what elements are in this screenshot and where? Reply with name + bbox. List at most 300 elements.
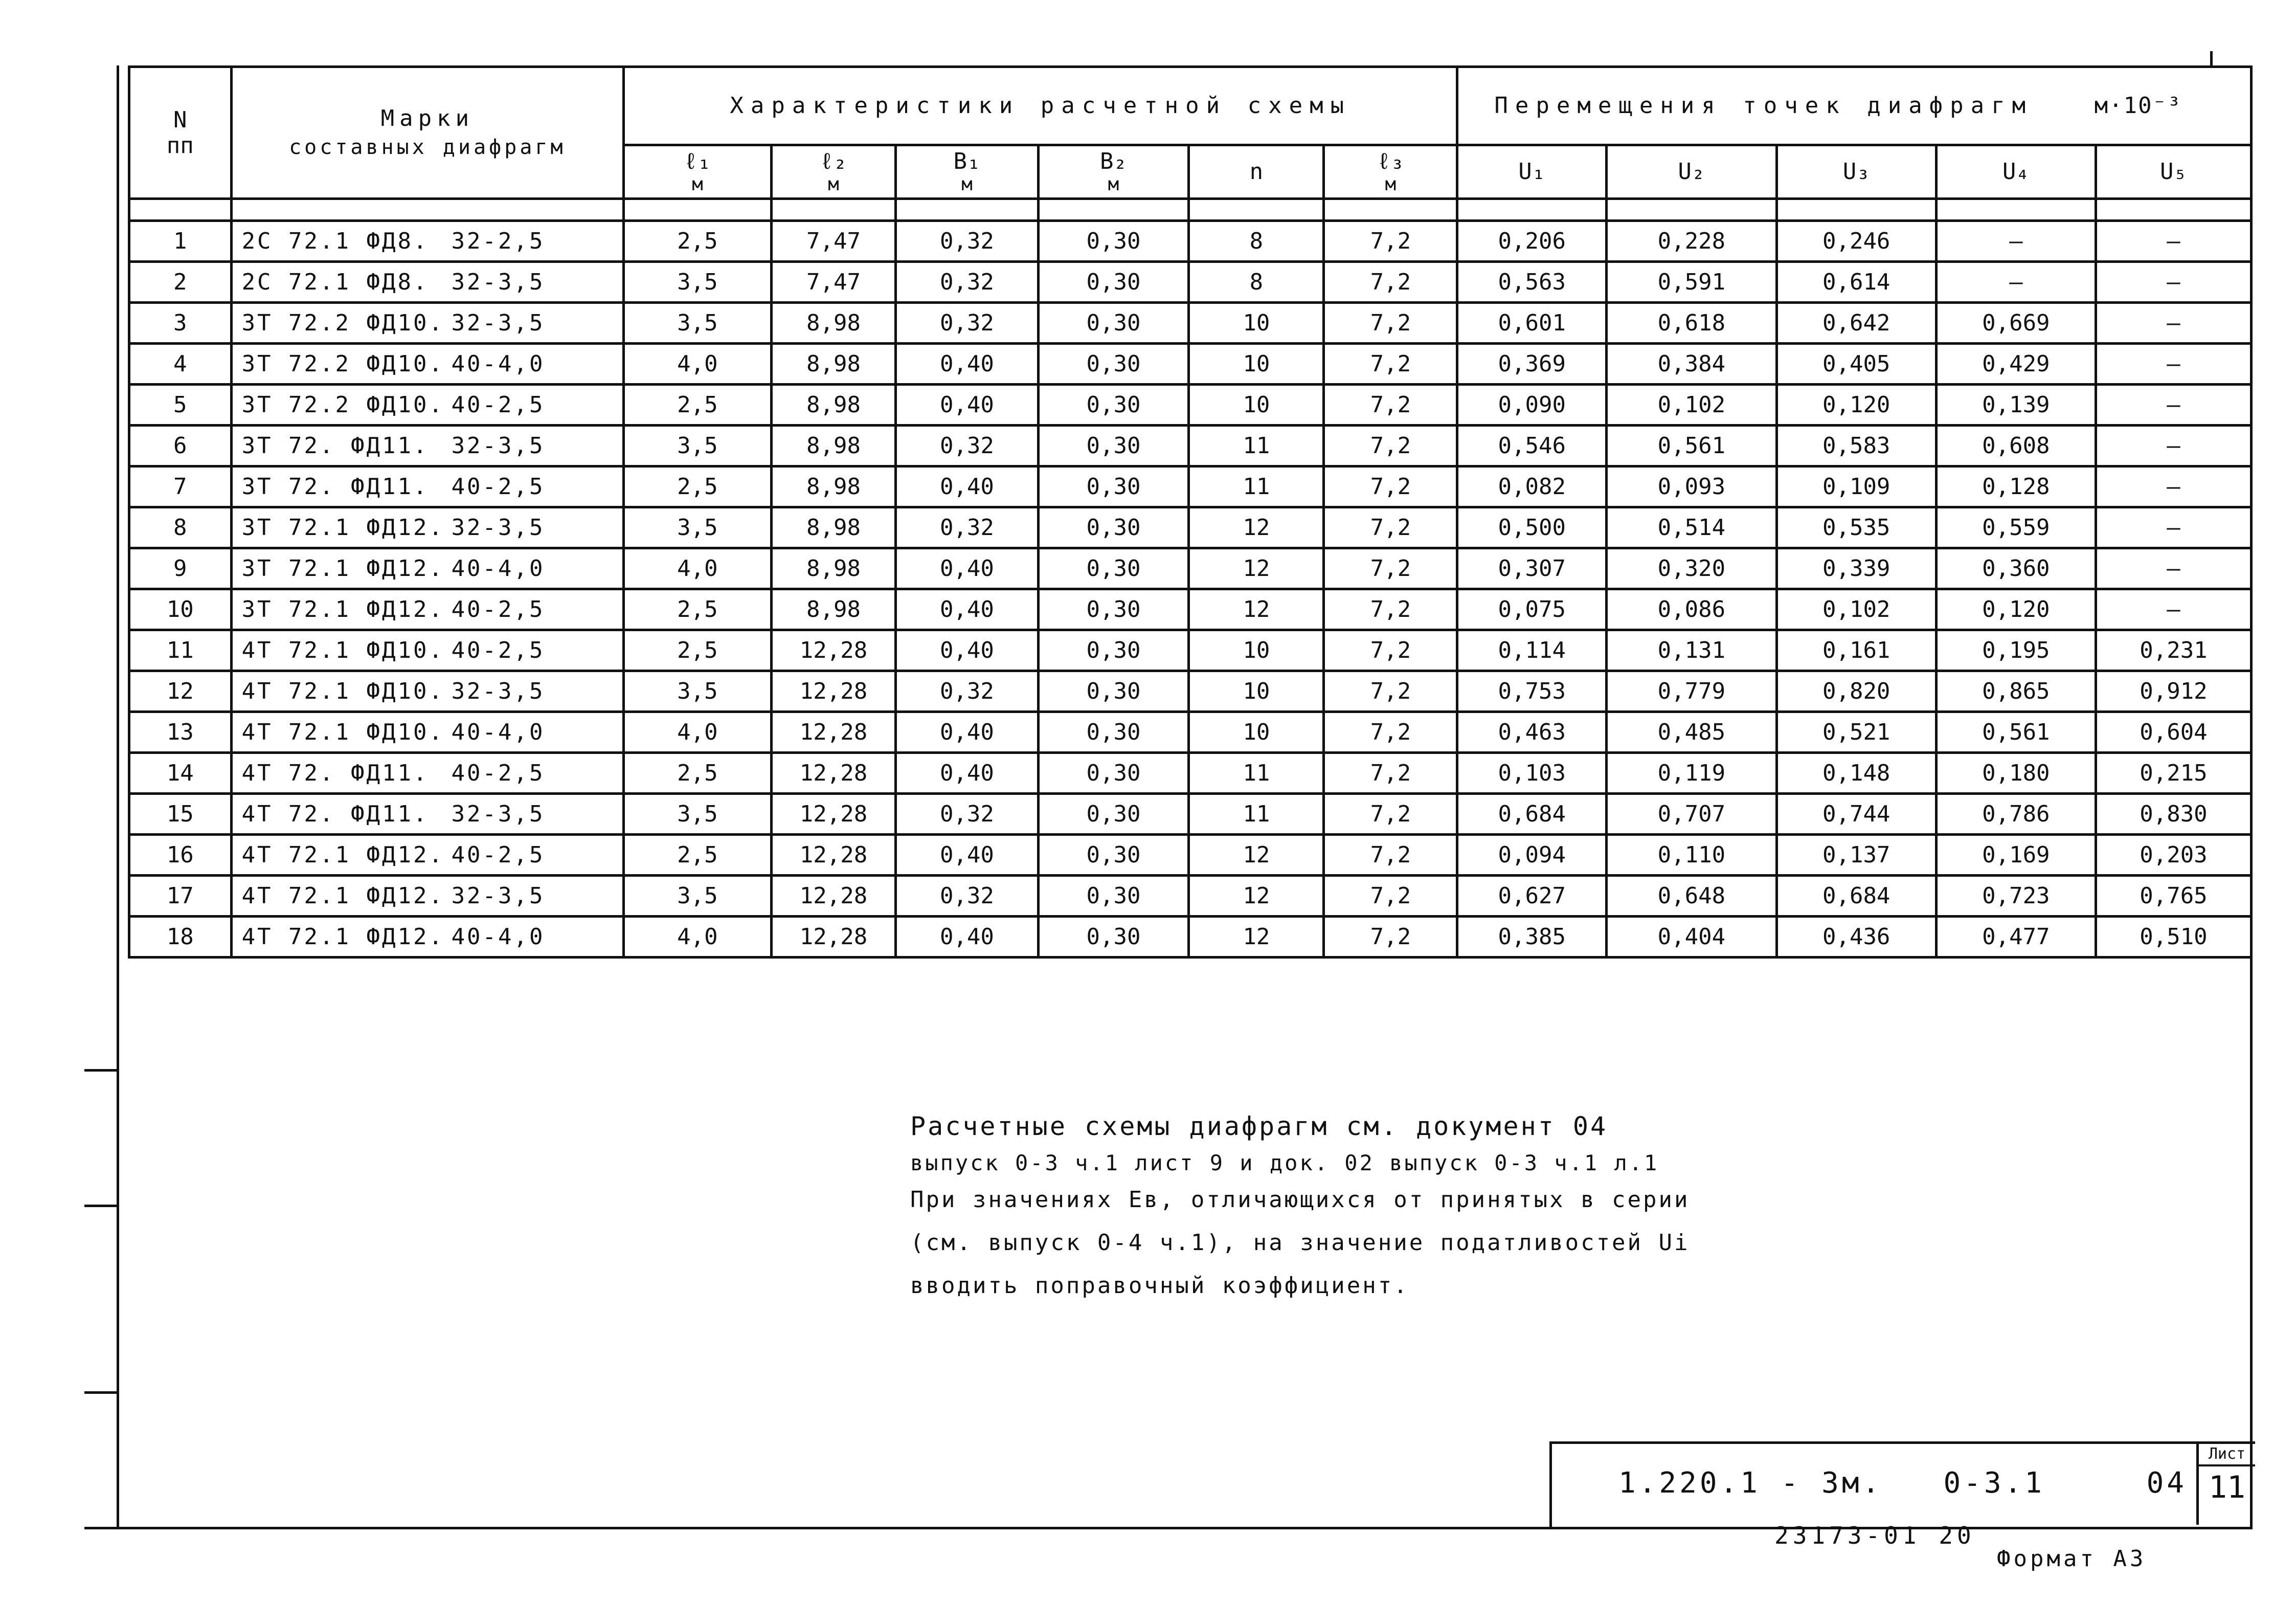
header-u2: U₂ [1607, 145, 1777, 199]
mark-code: 3Т 72. ФД11. [241, 433, 429, 459]
note-line-3: При значениях Ев, отличающихся от принятых в серии [910, 1187, 1690, 1213]
cell-l2: 12,28 [771, 630, 896, 671]
cell-l1: 3,5 [624, 671, 772, 712]
cell-b2: 0,30 [1038, 344, 1189, 385]
cell-n-val: 12 [1189, 589, 1324, 630]
cell-u4: 0,360 [1936, 548, 2096, 589]
cell-u2: 0,320 [1607, 548, 1777, 589]
table-row [129, 507, 2252, 548]
cell-u1: 0,094 [1457, 835, 1607, 876]
cell-u2: 0,086 [1607, 589, 1777, 630]
mark-suffix: 40-2,5 [451, 392, 545, 418]
mark-suffix: 40-2,5 [451, 474, 545, 500]
cell-l3: 7,2 [1324, 917, 1457, 958]
cell-mark [231, 794, 624, 835]
mark-suffix: 40-2,5 [451, 596, 545, 622]
cell-n-val: 12 [1189, 917, 1324, 958]
cell-b1: 0,40 [896, 589, 1038, 630]
note-line-5: вводить поправочный коэффициент. [910, 1273, 1409, 1299]
cell-b2: 0,30 [1038, 917, 1189, 958]
cell-l2: 12,28 [771, 835, 896, 876]
table-row [129, 589, 2252, 630]
cell-mark [231, 589, 624, 630]
cell-b2: 0,30 [1038, 466, 1189, 507]
table-row [129, 426, 2252, 466]
cell-b1: 0,32 [896, 262, 1038, 303]
cell-l2: 7,47 [771, 262, 896, 303]
cell-n: 10 [129, 589, 232, 630]
header-n: n [1189, 145, 1324, 199]
cell-u1: 0,075 [1457, 589, 1607, 630]
table-row [129, 344, 2252, 385]
cell-l2: 8,98 [771, 507, 896, 548]
cell-b1: 0,32 [896, 426, 1038, 466]
cell-u4: 0,723 [1936, 876, 2096, 917]
cell-b1: 0,40 [896, 917, 1038, 958]
cell-l3: 7,2 [1324, 589, 1457, 630]
header-number: N пп [129, 67, 232, 199]
mark-suffix: 40-2,5 [451, 842, 545, 868]
cell-n-val: 10 [1189, 385, 1324, 426]
cell-l3: 7,2 [1324, 835, 1457, 876]
header-b2 [1038, 145, 1189, 199]
cell-b2: 0,30 [1038, 835, 1189, 876]
cell-u5: — [2096, 589, 2251, 630]
cell-l1: 4,0 [624, 917, 772, 958]
mark-code: 3Т 72.2 ФД10. [241, 310, 444, 336]
cell-mark [231, 262, 624, 303]
header-l3 [1324, 145, 1457, 199]
header-b1-unit: м [961, 174, 973, 195]
cell-u3: 0,102 [1776, 589, 1936, 630]
cell-b2: 0,30 [1038, 630, 1189, 671]
cell-u2: 0,119 [1607, 753, 1777, 794]
cell-u5: 0,830 [2096, 794, 2251, 835]
document-code: 1.220.1 - 3м. 0-3.1 04 [1618, 1466, 2188, 1500]
cell-l3: 7,2 [1324, 466, 1457, 507]
cell-u4: 0,429 [1936, 344, 2096, 385]
header-b2-symbol: B₂ [1100, 148, 1127, 174]
cell-u5: 0,912 [2096, 671, 2251, 712]
header-u5: U₅ [2096, 145, 2251, 199]
table-row [129, 753, 2252, 794]
cell-u1: 0,753 [1457, 671, 1607, 712]
mark-code: 4Т 72.1 ФД12. [241, 883, 444, 909]
table-body [129, 221, 2252, 958]
cell-mark [231, 876, 624, 917]
cell-u2: 0,228 [1607, 221, 1777, 262]
mark-code: 4Т 72.1 ФД10. [241, 637, 444, 663]
mark-code: 3Т 72. ФД11. [241, 474, 429, 500]
cell-n-val: 12 [1189, 507, 1324, 548]
table-row [129, 671, 2252, 712]
header-b1-symbol: B₁ [953, 148, 981, 174]
cell-l2: 8,98 [771, 589, 896, 630]
cell-mark [231, 917, 624, 958]
cell-b2: 0,30 [1038, 753, 1189, 794]
cell-l3: 7,2 [1324, 385, 1457, 426]
header-l3-symbol: ℓ₃ [1377, 148, 1404, 174]
cell-n: 7 [129, 466, 232, 507]
cell-n: 5 [129, 385, 232, 426]
cell-mark [231, 671, 624, 712]
cell-b2: 0,30 [1038, 589, 1189, 630]
cell-b1: 0,32 [896, 671, 1038, 712]
mark-suffix: 32-3,5 [451, 678, 545, 704]
mark-code: 4Т 72.1 ФД10. [241, 719, 444, 745]
header-displacements [1457, 67, 2252, 145]
mark-suffix: 40-4,0 [451, 351, 545, 377]
cell-u3: 0,148 [1776, 753, 1936, 794]
cell-b1: 0,40 [896, 630, 1038, 671]
header-b1 [896, 145, 1038, 199]
cell-l1: 2,5 [624, 466, 772, 507]
cell-l2: 8,98 [771, 344, 896, 385]
cell-b2: 0,30 [1038, 794, 1189, 835]
cell-n: 9 [129, 548, 232, 589]
cell-n-val: 10 [1189, 630, 1324, 671]
mark-suffix: 40-4,0 [451, 924, 545, 950]
cell-b2: 0,30 [1038, 548, 1189, 589]
cell-l2: 12,28 [771, 671, 896, 712]
cell-mark [231, 221, 624, 262]
sheet-number-box [2196, 1444, 2255, 1525]
cell-l3: 7,2 [1324, 262, 1457, 303]
cell-u4: 0,561 [1936, 712, 2096, 753]
cell-u5: — [2096, 507, 2251, 548]
cell-u2: 0,131 [1607, 630, 1777, 671]
cell-n-val: 10 [1189, 712, 1324, 753]
cell-n: 8 [129, 507, 232, 548]
cell-n-val: 10 [1189, 344, 1324, 385]
cell-n-val: 11 [1189, 753, 1324, 794]
header-characteristics: Характеристики расчетной схемы [624, 67, 1457, 145]
mark-code: 2С 72.1 ФД8. [241, 228, 429, 254]
cell-u5: 0,203 [2096, 835, 2251, 876]
cell-u1: 0,307 [1457, 548, 1607, 589]
cell-u3: 0,642 [1776, 303, 1936, 344]
cell-l1: 3,5 [624, 303, 772, 344]
cell-l1: 2,5 [624, 835, 772, 876]
cell-n: 16 [129, 835, 232, 876]
cell-n-val: 10 [1189, 303, 1324, 344]
cell-u1: 0,601 [1457, 303, 1607, 344]
cell-mark [231, 548, 624, 589]
mark-code: 3Т 72.1 ФД12. [241, 515, 444, 541]
cell-l3: 7,2 [1324, 221, 1457, 262]
cell-u1: 0,385 [1457, 917, 1607, 958]
mark-code: 4Т 72.1 ФД12. [241, 924, 444, 950]
cell-n-val: 11 [1189, 794, 1324, 835]
cell-u4: 0,608 [1936, 426, 2096, 466]
cell-u2: 0,707 [1607, 794, 1777, 835]
cell-n: 15 [129, 794, 232, 835]
cell-b1: 0,40 [896, 466, 1038, 507]
cell-l3: 7,2 [1324, 344, 1457, 385]
mark-suffix: 32-3,5 [451, 801, 545, 827]
cell-u4: 0,128 [1936, 466, 2096, 507]
cell-u4: 0,195 [1936, 630, 2096, 671]
cell-b1: 0,32 [896, 876, 1038, 917]
cell-l3: 7,2 [1324, 303, 1457, 344]
cell-n-val: 10 [1189, 671, 1324, 712]
cell-l1: 2,5 [624, 589, 772, 630]
cell-n-val: 12 [1189, 876, 1324, 917]
cell-u2: 0,102 [1607, 385, 1777, 426]
cell-n: 11 [129, 630, 232, 671]
cell-n-val: 11 [1189, 426, 1324, 466]
cell-b1: 0,32 [896, 221, 1038, 262]
note-line-1: Расчетные схемы диафрагм см. документ 04 [910, 1111, 1608, 1141]
table-row [129, 794, 2252, 835]
mark-suffix: 32-3,5 [451, 310, 545, 336]
cell-u2: 0,110 [1607, 835, 1777, 876]
cell-l1: 2,5 [624, 385, 772, 426]
archive-number: 23173-01 20 [1774, 1522, 1975, 1549]
cell-u3: 0,744 [1776, 794, 1936, 835]
sheet-number: 11 [2208, 1470, 2246, 1505]
cell-u3: 0,436 [1776, 917, 1936, 958]
cell-l3: 7,2 [1324, 426, 1457, 466]
cell-b2: 0,30 [1038, 221, 1189, 262]
format-label: Формат А3 [1997, 1546, 2147, 1572]
mark-suffix: 40-4,0 [451, 719, 545, 745]
header-l1-symbol: ℓ₁ [684, 148, 711, 174]
cell-l2: 12,28 [771, 794, 896, 835]
cell-l3: 7,2 [1324, 876, 1457, 917]
cell-u1: 0,369 [1457, 344, 1607, 385]
cell-u1: 0,463 [1457, 712, 1607, 753]
cell-n: 4 [129, 344, 232, 385]
header-u1: U₁ [1457, 145, 1607, 199]
cell-n: 6 [129, 426, 232, 466]
cell-l2: 8,98 [771, 548, 896, 589]
cell-u4: 0,865 [1936, 671, 2096, 712]
cell-mark [231, 385, 624, 426]
mark-suffix: 32-3,5 [451, 515, 545, 541]
cell-u5: — [2096, 385, 2251, 426]
cell-u4: — [1936, 262, 2096, 303]
mark-code: 2С 72.1 ФД8. [241, 269, 429, 295]
cell-u2: 0,648 [1607, 876, 1777, 917]
header-displacements-unit: м·10⁻³ [2094, 93, 2182, 119]
mark-code: 3Т 72.1 ФД12. [241, 596, 444, 622]
cell-l3: 7,2 [1324, 671, 1457, 712]
mark-code: 3Т 72.1 ФД12. [241, 555, 444, 582]
mark-code: 4Т 72.1 ФД10. [241, 678, 444, 704]
note-line-2: выпуск 0-3 ч.1 лист 9 и док. 02 выпуск 0-3 ч.1 л.1 [910, 1150, 1659, 1175]
cell-l3: 7,2 [1324, 548, 1457, 589]
cell-mark [231, 630, 624, 671]
cell-u2: 0,561 [1607, 426, 1777, 466]
cell-l1: 3,5 [624, 876, 772, 917]
cell-b1: 0,32 [896, 507, 1038, 548]
cell-b2: 0,30 [1038, 303, 1189, 344]
cell-u5: — [2096, 466, 2251, 507]
cell-u3: 0,339 [1776, 548, 1936, 589]
cell-u4: 0,120 [1936, 589, 2096, 630]
cell-l2: 12,28 [771, 753, 896, 794]
cell-l1: 2,5 [624, 221, 772, 262]
sheet-label: Лист [2199, 1444, 2255, 1466]
cell-u1: 0,627 [1457, 876, 1607, 917]
cell-mark [231, 466, 624, 507]
diaphragm-table [128, 65, 2253, 959]
cell-mark [231, 712, 624, 753]
cell-u3: 0,583 [1776, 426, 1936, 466]
header-u4: U₄ [1936, 145, 2096, 199]
cell-n: 14 [129, 753, 232, 794]
cell-u4: 0,180 [1936, 753, 2096, 794]
cell-u5: — [2096, 262, 2251, 303]
cell-u1: 0,114 [1457, 630, 1607, 671]
cell-b1: 0,40 [896, 344, 1038, 385]
cell-u3: 0,820 [1776, 671, 1936, 712]
cell-b1: 0,40 [896, 835, 1038, 876]
cell-n: 18 [129, 917, 232, 958]
header-l1 [624, 145, 772, 199]
cell-l1: 3,5 [624, 507, 772, 548]
cell-l2: 8,98 [771, 385, 896, 426]
cell-u3: 0,246 [1776, 221, 1936, 262]
cell-u4: 0,477 [1936, 917, 2096, 958]
cell-u2: 0,404 [1607, 917, 1777, 958]
cell-b1: 0,40 [896, 548, 1038, 589]
cell-l2: 8,98 [771, 466, 896, 507]
cell-u4: 0,559 [1936, 507, 2096, 548]
title-block [1549, 1441, 2255, 1527]
cell-u2: 0,618 [1607, 303, 1777, 344]
header-l1-unit: м [692, 174, 703, 195]
cell-n: 1 [129, 221, 232, 262]
cell-u1: 0,684 [1457, 794, 1607, 835]
cell-u1: 0,206 [1457, 221, 1607, 262]
cell-l3: 7,2 [1324, 507, 1457, 548]
cell-l1: 4,0 [624, 548, 772, 589]
cell-mark [231, 426, 624, 466]
cell-u4: 0,669 [1936, 303, 2096, 344]
margin-tick [84, 1391, 117, 1394]
header-b2-unit: м [1108, 174, 1119, 195]
cell-l3: 7,2 [1324, 753, 1457, 794]
cell-n: 2 [129, 262, 232, 303]
cell-mark [231, 835, 624, 876]
cell-n: 17 [129, 876, 232, 917]
table-row [129, 262, 2252, 303]
header-spacer [129, 199, 2252, 221]
cell-u3: 0,684 [1776, 876, 1936, 917]
cell-u3: 0,120 [1776, 385, 1936, 426]
cell-b1: 0,40 [896, 753, 1038, 794]
cell-b2: 0,30 [1038, 262, 1189, 303]
cell-l1: 3,5 [624, 426, 772, 466]
cell-n: 13 [129, 712, 232, 753]
cell-u3: 0,521 [1776, 712, 1936, 753]
cell-u1: 0,546 [1457, 426, 1607, 466]
header-marks-title: Марки [380, 105, 475, 131]
cell-u5: — [2096, 426, 2251, 466]
cell-l3: 7,2 [1324, 712, 1457, 753]
cell-l1: 2,5 [624, 753, 772, 794]
cell-mark [231, 344, 624, 385]
cell-b1: 0,32 [896, 303, 1038, 344]
cell-b2: 0,30 [1038, 671, 1189, 712]
mark-code: 3Т 72.2 ФД10. [241, 392, 444, 418]
cell-n-val: 12 [1189, 835, 1324, 876]
cell-u3: 0,161 [1776, 630, 1936, 671]
table-row [129, 221, 2252, 262]
table-row [129, 303, 2252, 344]
cell-u2: 0,384 [1607, 344, 1777, 385]
cell-b1: 0,40 [896, 385, 1038, 426]
table-row [129, 385, 2252, 426]
mark-code: 4Т 72.1 ФД12. [241, 842, 444, 868]
header-l2 [771, 145, 896, 199]
cell-l1: 4,0 [624, 344, 772, 385]
cell-l2: 7,47 [771, 221, 896, 262]
cell-b1: 0,32 [896, 794, 1038, 835]
cell-u4: 0,169 [1936, 835, 2096, 876]
cell-u1: 0,082 [1457, 466, 1607, 507]
cell-b2: 0,30 [1038, 876, 1189, 917]
table-row [129, 712, 2252, 753]
cell-u1: 0,563 [1457, 262, 1607, 303]
cell-u3: 0,535 [1776, 507, 1936, 548]
cell-n-val: 8 [1189, 221, 1324, 262]
cell-u5: 0,604 [2096, 712, 2251, 753]
mark-code: 3Т 72.2 ФД10. [241, 351, 444, 377]
cell-b2: 0,30 [1038, 385, 1189, 426]
margin-tick [84, 1205, 117, 1207]
note-line-4: (см. выпуск 0-4 ч.1), на значение податливостей Ui [910, 1230, 1690, 1256]
cell-n-val: 11 [1189, 466, 1324, 507]
header-displacements-title: Перемещения точек диафрагм [1494, 93, 2033, 119]
cell-u1: 0,500 [1457, 507, 1607, 548]
header-l3-unit: м [1385, 174, 1397, 195]
cell-mark [231, 303, 624, 344]
cell-b2: 0,30 [1038, 426, 1189, 466]
table-row [129, 876, 2252, 917]
cell-u5: 0,510 [2096, 917, 2251, 958]
mark-code: 4Т 72. ФД11. [241, 801, 429, 827]
mark-suffix: 40-4,0 [451, 555, 545, 582]
cell-u4: — [1936, 221, 2096, 262]
cell-l1: 2,5 [624, 630, 772, 671]
cell-u2: 0,779 [1607, 671, 1777, 712]
margin-tick [84, 1069, 117, 1072]
cell-u5: 0,215 [2096, 753, 2251, 794]
cell-l2: 12,28 [771, 876, 896, 917]
table-row [129, 835, 2252, 876]
cell-u5: — [2096, 221, 2251, 262]
cell-u2: 0,514 [1607, 507, 1777, 548]
cell-l2: 8,98 [771, 426, 896, 466]
cell-l3: 7,2 [1324, 794, 1457, 835]
cell-n-val: 12 [1189, 548, 1324, 589]
cell-u4: 0,786 [1936, 794, 2096, 835]
cell-u3: 0,109 [1776, 466, 1936, 507]
cell-l2: 12,28 [771, 712, 896, 753]
mark-suffix: 32-3,5 [451, 269, 545, 295]
mark-code: 4Т 72. ФД11. [241, 760, 429, 786]
mark-suffix: 32-3,5 [451, 883, 545, 909]
cell-u4: 0,139 [1936, 385, 2096, 426]
mark-suffix: 40-2,5 [451, 637, 545, 663]
cell-n: 12 [129, 671, 232, 712]
cell-u2: 0,591 [1607, 262, 1777, 303]
cell-mark [231, 507, 624, 548]
cell-l1: 3,5 [624, 794, 772, 835]
